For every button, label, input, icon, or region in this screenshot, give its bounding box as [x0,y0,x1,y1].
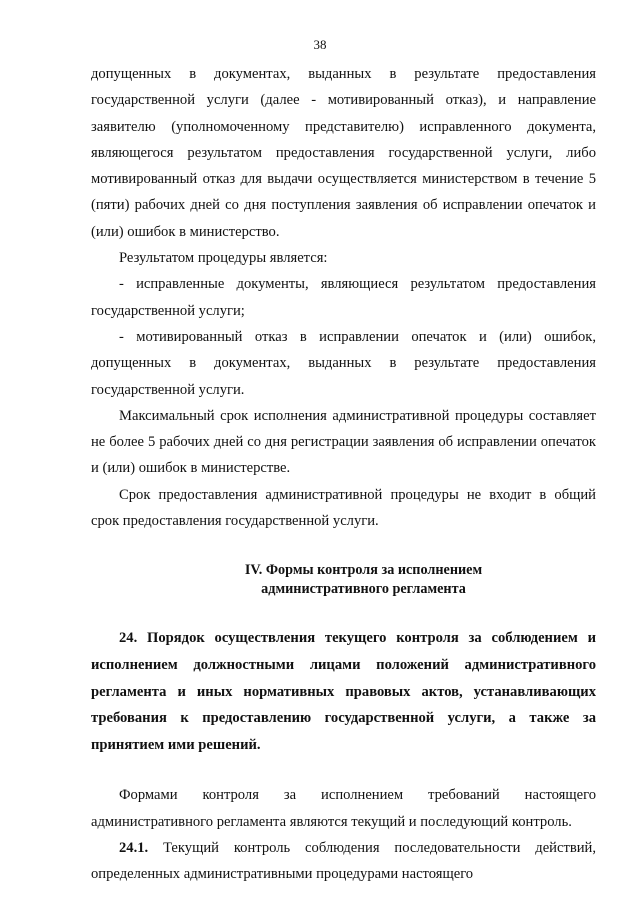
section-title-line-2: административного регламента [261,581,466,598]
paragraph-term-note: Срок предоставления административной процедуры не входит в общий срок предоставления государственной услуги. [91,486,596,530]
clause-number: 24.1. [119,839,149,856]
paragraph-maximum-term: Максимальный срок исполнения административной процедуры составляет не более 5 рабочих дней со дня регистрации заявления об исправлении опечаток и (или) ошибок в министерстве. [91,407,596,477]
paragraph-result-corrected-documents: - исправленные документы, являющиеся результатом предоставления государственной услуги; [91,276,596,319]
paragraph-control-forms: Формами контроля за исполнением требований настоящего административного регламента являются текущий и последующий контроль. [91,787,596,830]
paragraph-procedure-result: Результатом процедуры является: [119,250,328,267]
section-heading [91,561,596,599]
paragraph-result-refusal: - мотивированный отказ в исправлении опечаток и (или) ошибок, допущенных в документах, выданных в результате предоставления государственной услуги. [91,328,596,398]
document-body [91,61,596,888]
clause-text: Текущий контроль соблюдения последовательности действий, определенных административными процедурами настоящего [91,839,596,883]
section-title-line-1: IV. Формы контроля за исполнением [244,562,483,579]
subsection-title: 24. Порядок осуществления текущего контроля за соблюдением и исполнением должностными лицами положений административного регламента и иных нормативных правовых актов, устанавливающих требования к предоставлению государственной услуги, а также за принятием ими решений. [91,630,596,753]
paragraph-current-control [91,835,596,888]
paragraph-correction-procedure: допущенных в документах, выданных в результате предоставления государственной услуги (далее - мотивированный отказ), и направление заявителю (уполномоченному представителю) исправленного документа, являющегося результатом предоставления государственной услуги, либо мотивированный отказ для выдачи осуществляется министерством в течение 5 (пяти) рабочих дней со дня поступления заявления об исправлении опечаток и (или) ошибок в министерство. [91,66,596,240]
page-number: 38 [313,37,327,52]
